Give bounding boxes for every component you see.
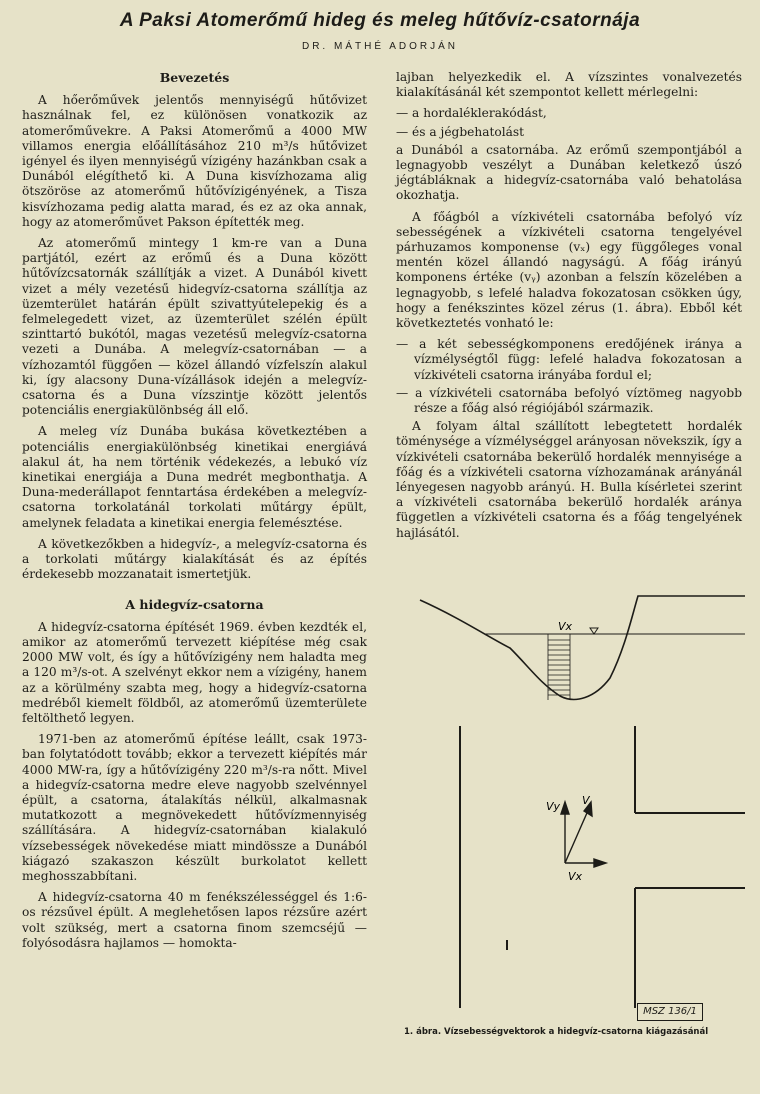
paragraph: 1971-ben az atomerőmű építése leállt, csak 1973-ban folytatódott tovább; ekkor a tervezett kiépítés már 4000 MW-ra, így a hűtővízigény 220 m³/s-ra nőtt. Mivel a hidegvíz-csatorna medre eleve nagyobb szelvénnyel épült, a csatorna, átalakítás nélkül, alkalmasnak mutatkozott a megnövekedett hűtővízmennyiség szállítására. A hidegvíz-csatornában kialakuló vízsebességek növekedése miatt mindössze a Dunából kiágazó szakaszon készült burkolatot kellett meghosszabbítani.	[22, 732, 367, 883]
left-column	[22, 70, 367, 957]
paragraph: A hőerőművek jelentős mennyiségű hűtővizet használnak fel, ez különösen vonatkozik az atomerőművekre. A Paksi Atomerőmű a 4000 MW villamos energia előállításához 210 m³/s hűtővizet igényel és ilyen mennyiségű vízigény hazánkban csak a Dunából elégíthető ki. A Duna kisvízhozama alig ötszöröse az atomerőmű hűtővízigényének, a Tisza kisvízhozama pedig alatta marad, és ez az oka annak, hogy az atomerőművet Pakson építették meg.	[22, 93, 367, 229]
list-item: — és a jégbehatolást	[396, 124, 525, 139]
velocity-vectors	[561, 802, 606, 867]
paragraph: A meleg víz Dunába bukása következtében a potenciális energiakülönbség kinetikai energiává alakul át, ha nem történik védekezés, a lebukó víz kinetikai energiája a Duna medrét megbonthatja. A Duna-mederállapot fenntartása érdekében a melegvíz-csatorna torkolatánál torkolati műtárgy épült, amelynek feladata a kinetikai energia felemésztése.	[22, 424, 367, 530]
paragraph: A hidegvíz-csatorna építését 1969. évben kezdték el, amikor az atomerőmű tervezett kiépítése még csak 2000 MW volt, és így a hűtővízigény nem haladta meg a 120 m³/s-ot. A szelvényt ekkor nem a vízigény, hanem az a körülmény szabta meg, hogy a hidegvíz-csatorna medréből kiemelt földből, az atomerőmű üzemterülete feltölthető legyen.	[22, 619, 367, 725]
velocity-vector-figure	[400, 588, 745, 1028]
section-heading-intro: Bevezetés	[159, 70, 230, 85]
list-item: — a vízkivételi csatornába befolyó víztömeg nagyobb része a főág alsó régiójából származik.	[396, 385, 742, 416]
list-item: — a két sebességkomponens eredőjének iránya a vízmélységtől függ: lefelé haladva fokozatosan a vízkivételi csatorna irányába fordul el;	[396, 337, 742, 382]
list-item: — a hordaléklerakódást,	[396, 106, 547, 121]
riverbed-profile	[420, 596, 745, 699]
section-heading-cold-channel: A hidegvíz-csatorna	[125, 596, 264, 612]
label-v: V	[582, 794, 590, 807]
velocity-profile-hatching	[548, 634, 570, 700]
author-name: DR. MÁTHÉ ADORJÁN	[301, 41, 458, 52]
label-vx-bottom: Vx	[568, 870, 583, 883]
channel-cross-section	[420, 596, 745, 699]
arrowhead-vx	[594, 859, 606, 867]
label-vy: Vy	[546, 800, 561, 813]
arrowhead-vy	[561, 802, 569, 814]
paragraph: Az atomerőmű mintegy 1 km-re van a Duna partjától, ezért az erőmű és a Duna között hűtővízcsatornák szállítják a vizet. A Dunából kivett vizet a mély vezetésű hidegvíz-csatorna szállítja az üzemterület határán épült szivattyútelepekig és a felmelegedett vizet, az üzemterület szélén épült szinttartó bukótól, magas vezetésű melegvíz-csatorna vezeti a Dunába. A melegvíz-csatornában — a vízhozamtól függően — közel állandó vízfelszín alakul ki, így alacsony Duna-vízállások idején a melegvíz-csatorna és a Duna vízszintje között jelentős potenciális energiakülönbség áll elő.	[22, 236, 367, 418]
plan-view	[460, 726, 745, 1008]
paragraph: A következőkben a hidegvíz-, a melegvíz-csatorna és a torkolati műtárgy kialakítását és az építés érdekesebb mozzanatait ismertetjük.	[22, 536, 367, 582]
paragraph: A folyam által szállított lebegtetett hordalék töménysége a vízmélységgel arányosan növekszik, így a vízkivételi csatornába bekerülő hordalék mennyisége a főág és a vízkivételi csatorna vízhozamának arányánál lényegesen nagyobb arányú. H. Bulla kísérletei szerint a vízkivételi csatornába bekerülő hordalék aránya független a vízkivételi csatorna és a főág tengelyének hajlásától.	[396, 419, 742, 540]
right-column	[396, 70, 742, 547]
paragraph: A főágból a vízkivételi csatornába befolyó víz sebességének a vízkivételi csatorna tengelyével párhuzamos komponense (vₓ) egy függőleges vonal mentén közel állandó nagyságú. A főág irányú komponens értéke (vᵧ) azonban a felszín közelében a legnagyobb, s lefelé haladva fokozatosan csökken úgy, hogy a fenékszintes közel zérus (1. ábra). Ebből két következtetés vonható le:	[396, 209, 742, 331]
water-level-triangle-icon	[590, 628, 598, 634]
article-title: A Paksi Atomerőmű hideg és meleg hűtővíz-csatornája	[119, 10, 641, 31]
paragraph: a Dunából a csatornába. Az erőmű szempontjából a legnagyobb veszélyt a Dunában keletkező úszó jégtábláknak a hidegvíz-csatornába való behatolása okozhatja.	[396, 142, 742, 203]
figure-caption: 1. ábra. Vízsebességvektorok a hidegvíz-csatorna kiágazásánál	[404, 1027, 709, 1037]
paragraph: lajban helyezkedik el. A vízszintes vonalvezetés kialakításánál két szempontot kellett mérlegelni:	[396, 70, 742, 100]
paragraph: A hidegvíz-csatorna 40 m fenékszélességgel és 1:6-os rézsűvel épült. A meglehetősen lapos rézsűre azért volt szükség, mert a csatorna finom szemcséjű — folyósodásra hajlamos — homokta-	[22, 890, 367, 950]
standard-stamp: MSZ 136/1	[637, 1003, 703, 1021]
label-vx-top: Vx	[558, 620, 573, 633]
